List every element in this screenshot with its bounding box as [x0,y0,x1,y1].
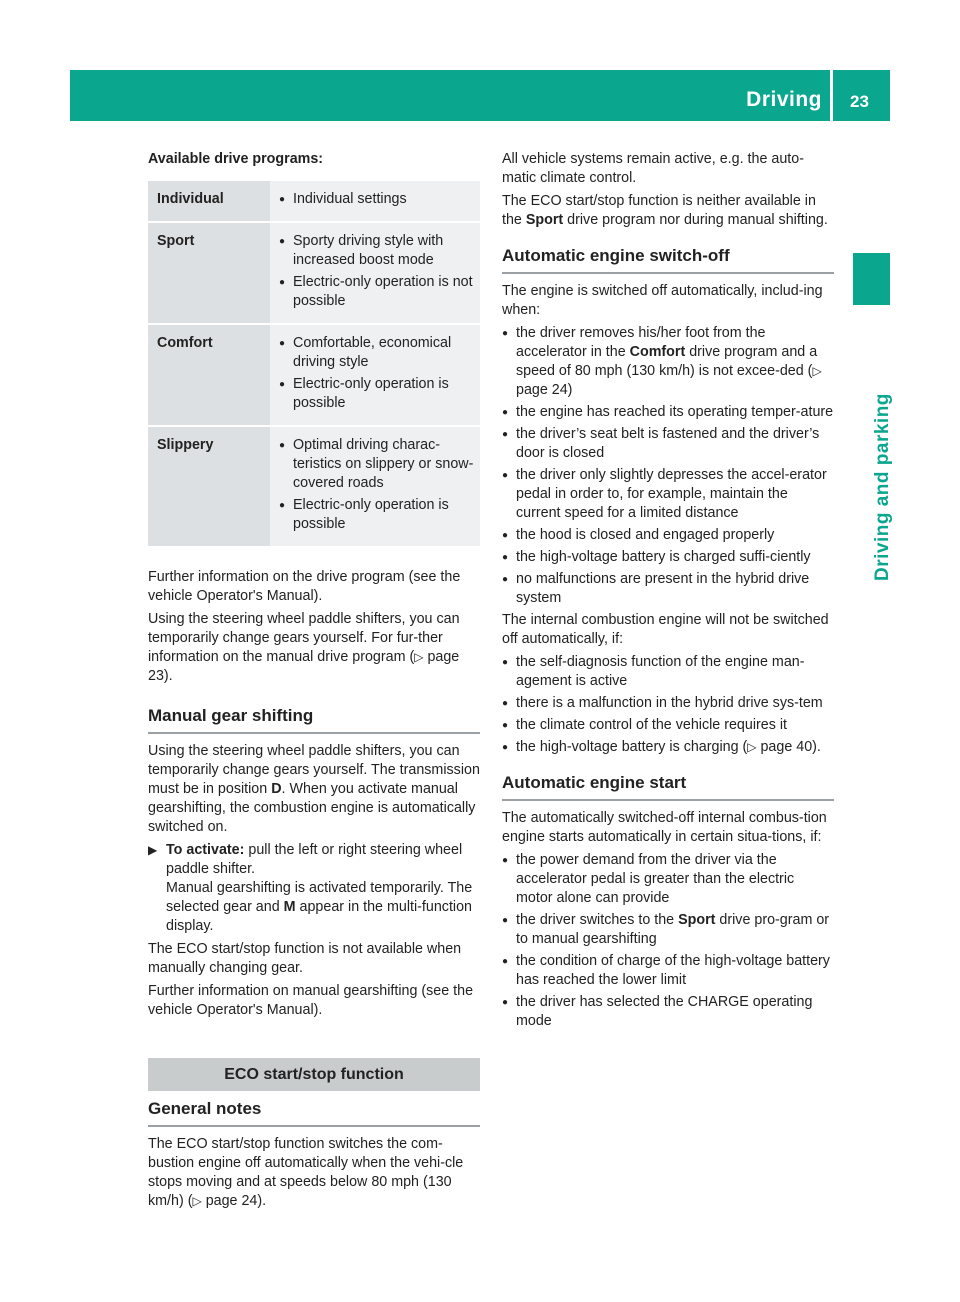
page-ref-icon: ▷ [192,1194,202,1208]
list-item: ● the high-voltage battery is charging (▷ page 40). [502,738,834,757]
engine-start-heading: Automatic engine start [502,773,834,801]
switch-off-list [502,324,834,608]
page-ref-icon: ▷ [414,650,424,664]
page-header [70,70,890,121]
arrow-right-icon: ▶ [148,843,158,857]
engine-start-intro: The automatically switched-off internal combus-tion engine starts automatically in certain situa-tions, if: [502,810,827,845]
list-item: ● there is a malfunction in the hybrid drive sys-tem [502,694,834,713]
list-item: ● the climate control of the vehicle requires it [502,716,834,735]
not-off-list [502,653,834,757]
list-item: ● the driver’s seat belt is fastened and the driver’s door is closed [502,425,834,463]
page-ref-icon: ▷ [747,740,757,754]
side-tab [855,318,893,603]
action-step: ▶ To activate: pull the left or right steering wheel paddle shifter. Manual gearshifting is activated temporarily. The selected gear and M appear in the multi-function display. [148,842,473,934]
general-notes-heading: General notes [148,1099,480,1127]
list-item: ● Electric-only operation is not possible [279,273,480,311]
further-info-text: Further information on the drive program (see the vehicle Operator's Manual). [148,569,461,604]
page-ref-icon: ▷ [812,364,822,378]
chapter-title: Driving [746,88,822,111]
header-divider [830,70,833,121]
side-tab-label: Driving and parking [872,393,893,581]
list-item: ● the high-voltage battery is charged suffi-ciently [502,548,834,567]
list-item: ● Optimal driving charac-teristics on slippery or snow-covered roads [279,436,480,493]
eco-sport-text: The ECO start/stop function is neither available in the Sport drive program nor during manual shifting. [502,193,828,228]
eco-section-banner: ECO start/stop function [148,1058,480,1091]
eco-not-available-text: The ECO start/stop function is not available when manually changing gear. [148,941,462,976]
list-item: ● no malfunctions are present in the hybrid drive system [502,570,834,608]
further-info-manual-text: Further information on manual gearshifting (see the vehicle Operator's Manual). [148,983,474,1018]
right-column [502,150,834,1034]
general-notes-text: The ECO start/stop function switches the com-bustion engine off automatically when the vehi-cle stops moving and at speeds below 80 mph (130 km/h) (▷ page 24). [148,1136,464,1209]
list-item: ● the driver switches to the Sport drive pro-gram or to manual gearshifting [502,911,834,949]
available-programs-title: Available drive programs: [148,151,324,167]
list-item: ● the driver removes his/her foot from the accelerator in the Comfort drive program and a speed of 80 mph (130 km/h) is not excee-ded (▷ page 24) [502,324,834,400]
list-item: ● the engine has reached its operating temper-ature [502,403,834,422]
program-name: Slippery [148,426,270,547]
manual-gear-text: Using the steering wheel paddle shifters, you can temporarily change gears yourself. The transmission must be in position D. When you activate manual gearshifting, the combustion engine is automatically switched on. [148,743,480,835]
paddle-shifter-text: Using the steering wheel paddle shifters, you can temporarily change gears yourself. For fur-ther information on the manual drive program (▷ page 23). [148,611,460,684]
page-ref-link[interactable]: page 24). [205,1193,267,1209]
switch-off-heading: Automatic engine switch-off [502,246,834,274]
switch-off-intro: The engine is switched off automatically, includ-ing when: [502,283,823,318]
page-ref-link[interactable]: page 40). [760,739,821,755]
list-item: ● the power demand from the driver via the accelerator pedal is greater than the electric motor alone can provide [502,851,834,908]
program-name: Comfort [148,324,270,426]
activate-label: To activate: [166,842,245,858]
not-off-intro: The internal combustion engine will not be switched off automatically, if: [502,612,829,647]
list-item: ● the driver only slightly depresses the accel-erator pedal in order to, for example, maintain the current speed for a limited distance [502,466,834,523]
table-row [148,324,480,426]
systems-active-text: All vehicle systems remain active, e.g. the auto-matic climate control. [502,151,804,186]
page-ref-link[interactable]: page 23). [148,649,460,684]
page-ref-link[interactable]: page 24) [516,382,573,398]
left-column [148,150,480,1215]
program-name: Individual [148,181,270,222]
list-item: ● Electric-only operation is possible [279,496,480,534]
list-item: ● Electric-only operation is possible [279,375,480,413]
drive-programs-table [148,181,480,548]
program-name: Sport [148,222,270,324]
table-row [148,222,480,324]
side-tab-marker [853,253,890,305]
table-row [148,181,480,222]
manual-gear-heading: Manual gear shifting [148,706,480,734]
list-item: ● Sporty driving style with increased boost mode [279,232,480,270]
list-item: ● the hood is closed and engaged properly [502,526,834,545]
list-item: ● Individual settings [279,190,480,209]
list-item: ● Comfortable, economical driving style [279,334,480,372]
table-row [148,426,480,547]
list-item: ● the condition of charge of the high-voltage battery has reached the lower limit [502,952,834,990]
list-item: ● the driver has selected the CHARGE operating mode [502,993,834,1031]
engine-start-list [502,851,834,1031]
page-number: 23 [850,92,869,111]
list-item: ● the self-diagnosis function of the engine man-agement is active [502,653,834,691]
